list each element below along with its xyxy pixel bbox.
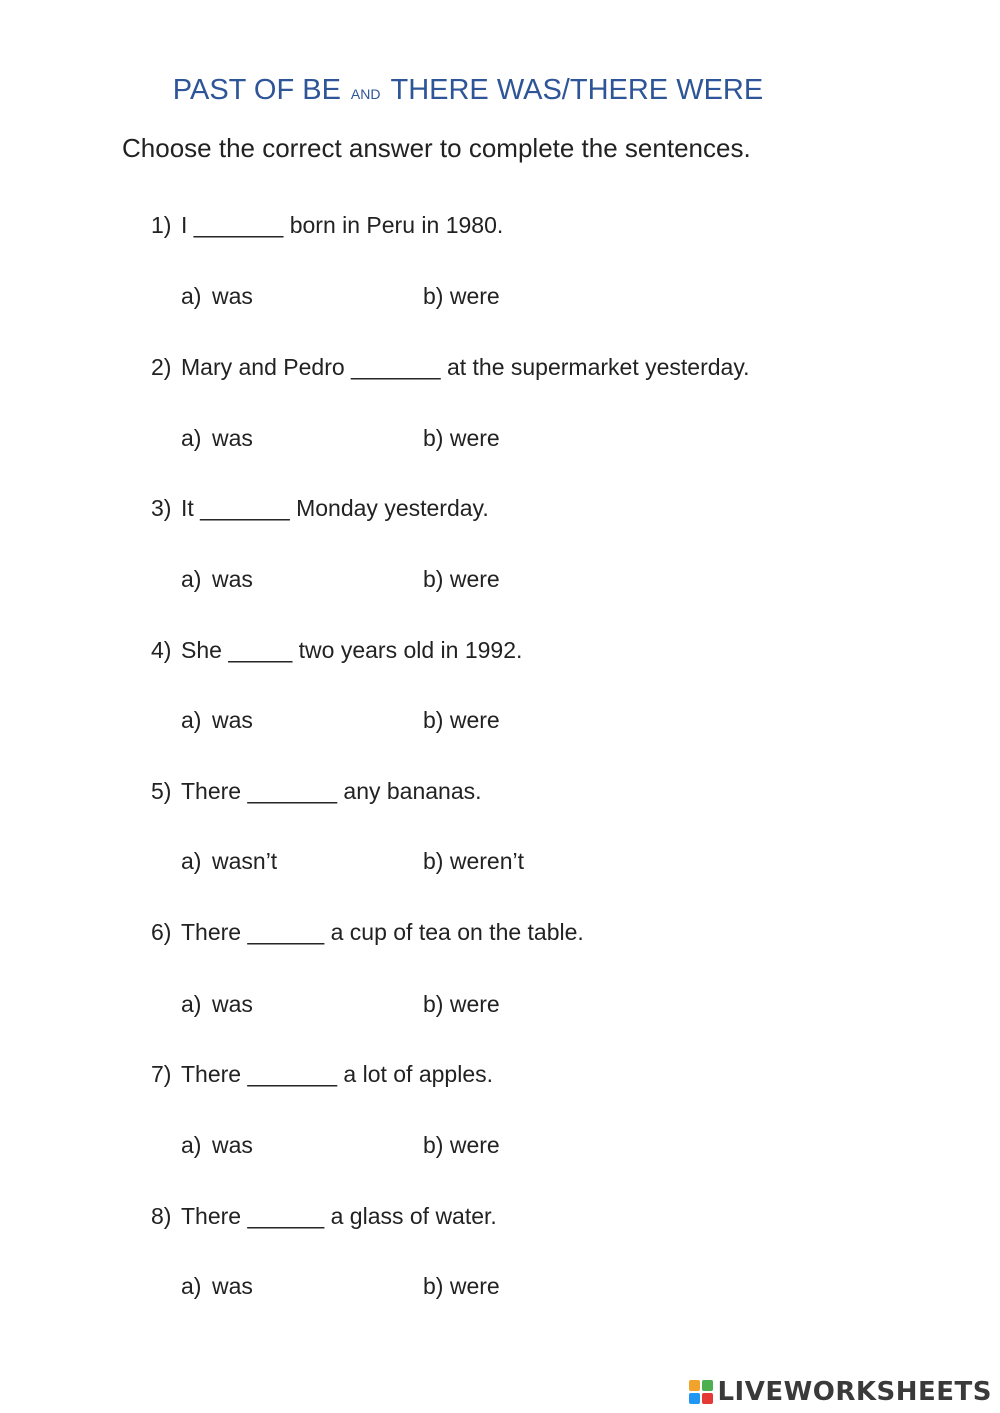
q5-option-b[interactable]: b) weren’t (423, 848, 524, 874)
option-text: was (212, 707, 253, 733)
option-letter: a) (181, 283, 202, 309)
option-text: was (212, 1273, 253, 1299)
question-number: 6) (151, 919, 172, 945)
brand-name: LIVEWORKSHEETS (717, 1377, 992, 1407)
question-text: I _______ born in Peru in 1980. (181, 212, 504, 238)
option-text: was (212, 566, 253, 592)
q8-option-a[interactable] (181, 1273, 253, 1300)
question-number: 2) (151, 354, 172, 380)
question-text: It _______ Monday yesterday. (181, 495, 489, 521)
option-letter: a) (181, 1273, 202, 1299)
question-number: 5) (151, 778, 172, 804)
q1-option-a[interactable] (181, 283, 253, 310)
option-text: wasn’t (212, 848, 278, 874)
q4-option-b[interactable]: b) were (423, 707, 500, 733)
q7-option-b[interactable]: b) were (423, 1132, 500, 1158)
question-1 (151, 212, 503, 239)
option-text: was (212, 283, 253, 309)
option-letter: a) (181, 991, 202, 1017)
q5-option-a[interactable] (181, 848, 277, 875)
question-text: There _______ any bananas. (181, 778, 482, 804)
question-number: 3) (151, 495, 172, 521)
question-number: 4) (151, 637, 172, 663)
option-letter: a) (181, 566, 202, 592)
liveworksheets-brand[interactable] (689, 1377, 992, 1407)
question-text: There ______ a cup of tea on the table. (181, 919, 584, 945)
option-text: was (212, 991, 253, 1017)
question-text: She _____ two years old in 1992. (181, 637, 523, 663)
question-2 (151, 354, 750, 381)
q6-option-b[interactable]: b) were (423, 991, 500, 1017)
question-3 (151, 495, 489, 522)
worksheet-title (0, 74, 936, 107)
option-text: was (212, 425, 253, 451)
q8-option-b[interactable]: b) were (423, 1273, 500, 1299)
question-5 (151, 778, 482, 805)
question-6 (151, 919, 584, 946)
question-text: There ______ a glass of water. (181, 1203, 497, 1229)
title-part2: THERE WAS/THERE WERE (390, 74, 764, 106)
question-7 (151, 1061, 493, 1088)
option-letter: a) (181, 707, 202, 733)
q2-option-b[interactable]: b) were (423, 425, 500, 451)
q4-option-a[interactable] (181, 707, 253, 734)
question-number: 1) (151, 212, 172, 238)
question-text: There _______ a lot of apples. (181, 1061, 494, 1087)
title-part1: PAST OF BE (172, 74, 341, 106)
instructions: Choose the correct answer to complete the sentences. (122, 133, 751, 163)
q1-option-b[interactable]: b) were (423, 283, 500, 309)
q6-option-a[interactable] (181, 991, 253, 1018)
q2-option-a[interactable] (181, 425, 253, 452)
q3-option-b[interactable]: b) were (423, 566, 500, 592)
option-letter: a) (181, 848, 202, 874)
liveworksheets-logo-icon (689, 1380, 713, 1404)
question-number: 7) (151, 1061, 172, 1087)
question-text: Mary and Pedro _______ at the supermarket yesterday. (181, 354, 750, 380)
question-number: 8) (151, 1203, 172, 1229)
question-8 (151, 1203, 497, 1230)
q7-option-a[interactable] (181, 1132, 253, 1159)
title-and: AND (350, 86, 381, 102)
question-4 (151, 637, 522, 664)
q3-option-a[interactable] (181, 566, 253, 593)
option-letter: a) (181, 1132, 202, 1158)
option-letter: a) (181, 425, 202, 451)
option-text: was (212, 1132, 253, 1158)
